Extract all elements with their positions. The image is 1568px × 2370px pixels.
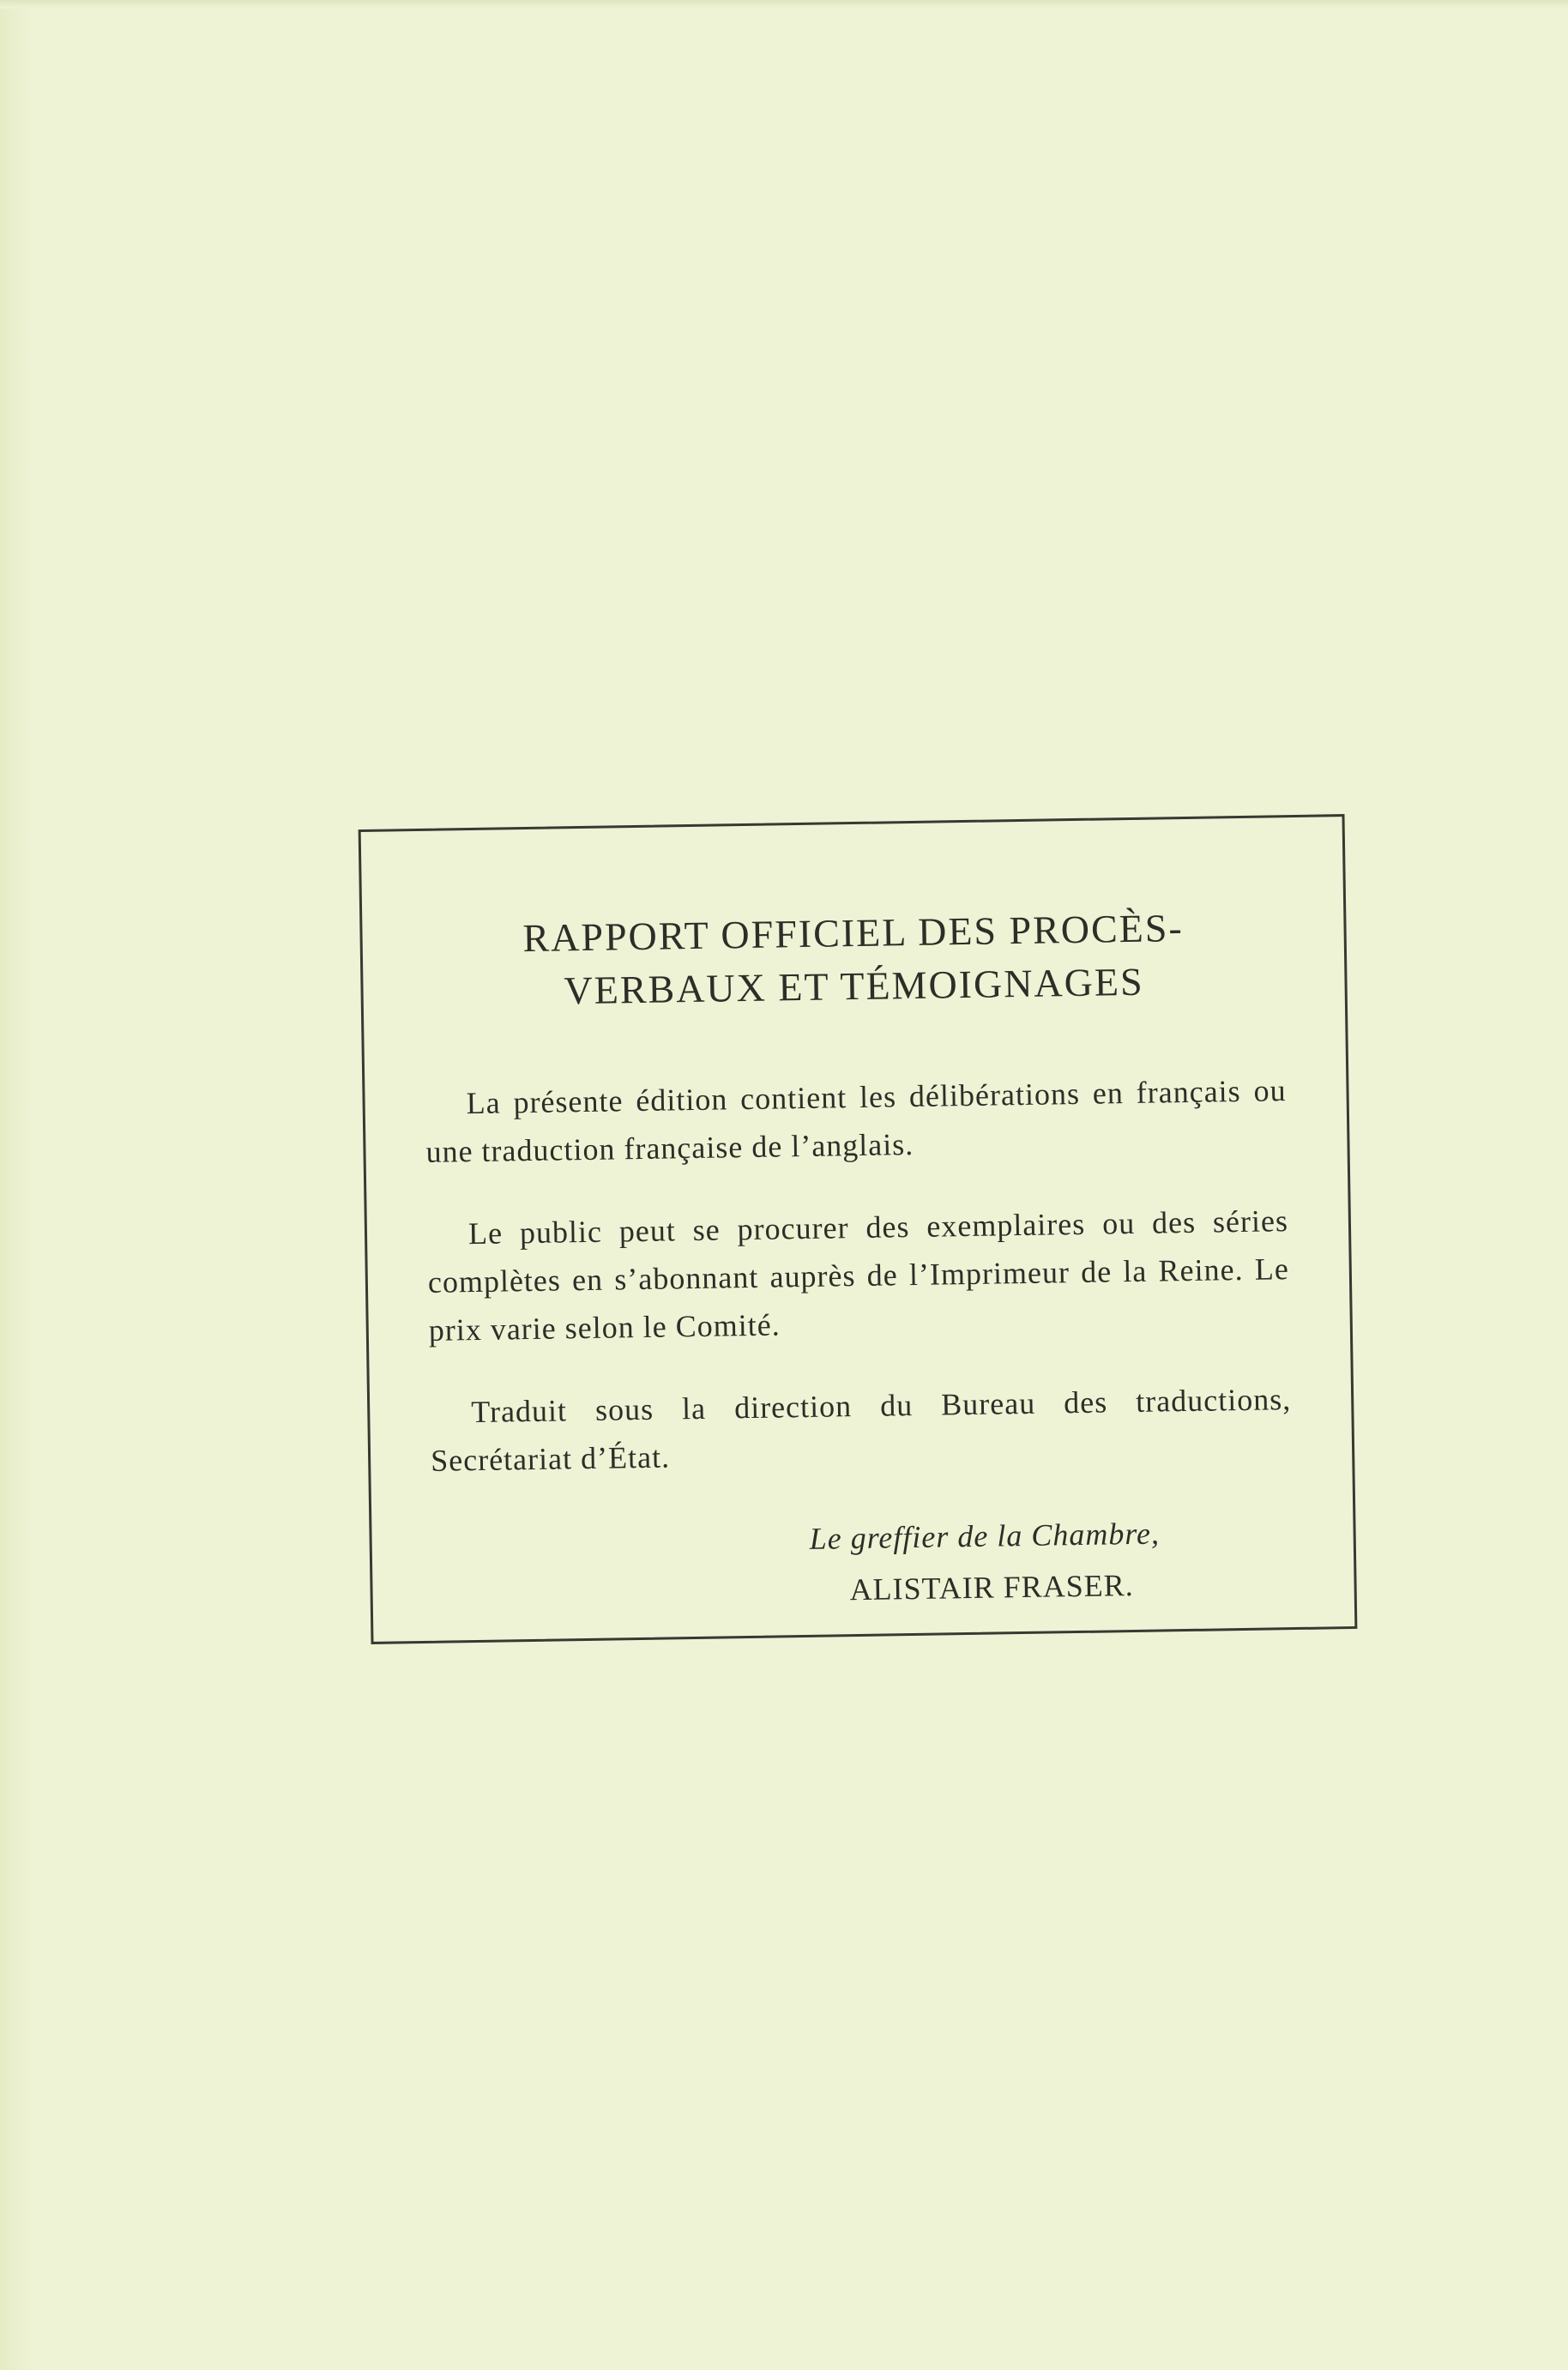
signature-block — [431, 1505, 1294, 1622]
notice-title — [422, 900, 1285, 1020]
paragraph-subscription: Le public peut se procurer des exemplaires ou des séries complètes en s’abonnant auprès de l’Imprimeur de la Reine. Le prix varie selon le Comité. — [427, 1203, 1290, 1348]
page-top-shadow — [0, 0, 1568, 9]
official-notice-box — [359, 814, 1358, 1644]
notice-title-line-2: VERBAUX ET TÉMOIGNAGES — [564, 959, 1144, 1013]
signature-role: Le greffier de la Chambre, — [809, 1516, 1161, 1556]
paragraph-edition: La présente édition contient les délibérations en français ou une traduction française de l’anglais. — [425, 1073, 1287, 1169]
notice-title-line-1: RAPPORT OFFICIEL DES PROCÈS- — [522, 905, 1185, 961]
paragraph-translation: Traduit sous la direction du Bureau des traductions, Secrétariat d’État. — [430, 1382, 1292, 1478]
page-edge-shadow — [0, 0, 34, 2370]
signature-name: ALISTAIR FRASER. — [849, 1568, 1135, 1607]
